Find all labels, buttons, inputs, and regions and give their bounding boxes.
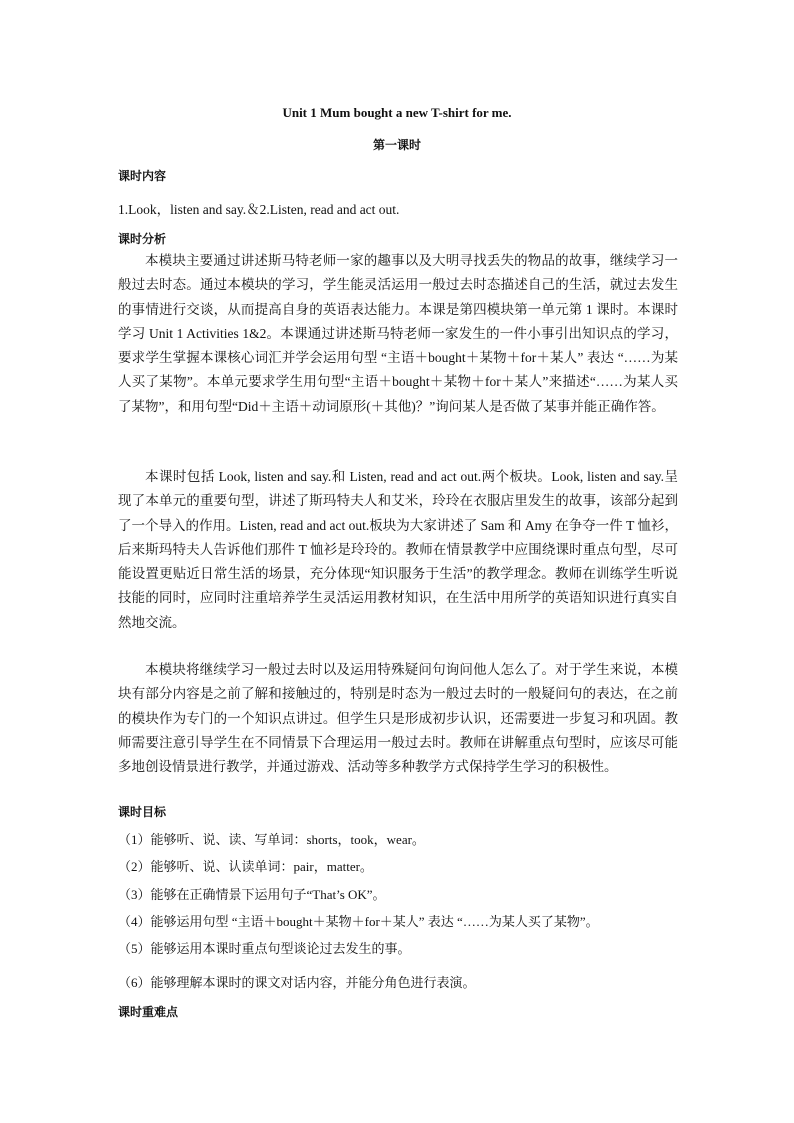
goal-item: （4）能够运用句型 “主语＋bought＋某物＋for＋某人” 表达 “……为某人买了某物”。 <box>118 914 599 929</box>
analysis-heading: 课时分析 <box>118 232 167 246</box>
document-title: Unit 1 Mum bought a new T-shirt for me. <box>282 105 512 120</box>
goal-item: （3）能够在正确情景下运用句子“That’s OK”。 <box>118 887 386 902</box>
lesson-subtitle: 第一课时 <box>372 138 421 152</box>
goals-heading: 课时目标 <box>118 805 167 819</box>
analysis-paragraph-3: 本模块将继续学习一般过去时以及运用特殊疑问句询问他人怎么了。对于学生来说，本模块有部分内容是之前了解和接触过的，特别是时态为一般过去时的一般疑问句的表达，在之前的模块作为专门的一个知识点讲过。但学生只是形成初步认识，还需要进一步复习和巩固。教师需要注意引导学生在不同情景下合理运用一般过去时。教师在讲解重点句型时，应该尽可能多地创设情景进行教学，并通过游戏、活动等多种教学方式保持学生学习的积极性。 <box>118 662 678 775</box>
difficulty-heading: 课时重难点 <box>118 1005 179 1019</box>
analysis-paragraph-2: 本课时包括 Look, listen and say.和 Listen, read and act out.两个板块。Look, listen and say.呈现了本单元的重要句型，讲述了斯玛特夫人和艾米，玲玲在衣服店里发生的故事，该部分起到了一个导入的作用。Listen, read and act out.板块为大家讲述了 Sam 和 Amy 在争夺一件 T 恤衫，后来斯玛特夫人告诉他们那件 T 恤衫是玲玲的。教师在情景教学中应围绕课时重点句型，尽可能设置更贴近日常生活的场景，充分体现“知识服务于生活”的教学理念。教师在训练学生听说技能的同时，应同时注重培养学生灵活运用教材知识，在生活中用所学的英语知识进行真实自然地交流。 <box>118 469 678 630</box>
goal-item: （5）能够运用本课时重点句型谈论过去发生的事。 <box>118 941 411 956</box>
analysis-paragraph-1: 本模块主要通过讲述斯马特老师一家的趣事以及大明寻找丢失的物品的故事，继续学习一般过去时态。通过本模块的学习，学生能灵活运用一般过去时态描述自己的生活，就过去发生的事情进行交谈，从而提高自身的英语表达能力。本课是第四模块第一单元第 1 课时。本课时学习 Unit 1 Activities 1&2。本课通过讲述斯马特老师一家发生的一件小事引出知识点的学习，要求学生掌握本课核心词汇并学会运用句型 “主语＋bought＋某物＋for＋某人” 表达 “……为某人买了某物”。本单元要求学生用句型“主语＋bought＋某物＋for＋某人”来描述“……为某人买了某物”，和用句型“Did＋主语＋动词原形(＋其他)？”询问某人是否做了某事并能正确作答。 <box>118 253 678 414</box>
goal-item: （6）能够理解本课时的课文对话内容，并能分角色进行表演。 <box>118 975 476 990</box>
content-text: 1.Look，listen and say.＆2.Listen, read and act out. <box>118 202 400 217</box>
goal-item: （2）能够听、说、认读单词：pair，matter。 <box>118 859 373 874</box>
content-heading: 课时内容 <box>118 169 167 183</box>
goal-item: （1）能够听、说、读、写单词：shorts，took，wear。 <box>118 832 425 847</box>
